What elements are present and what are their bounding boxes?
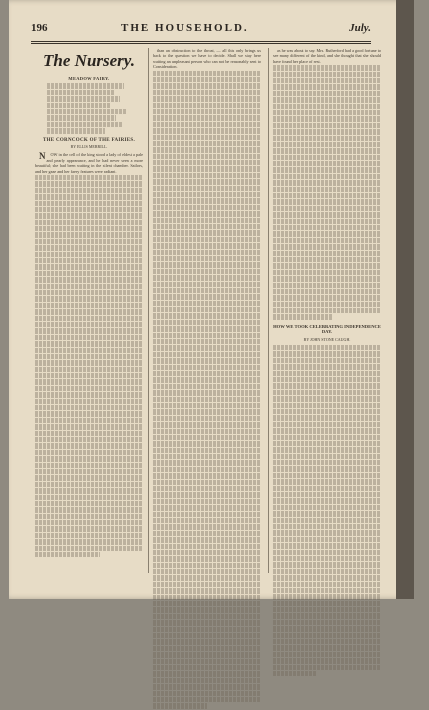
column-left	[35, 48, 143, 558]
story-title: THE CORNCOCK OF THE FAIRIES.	[42, 137, 136, 143]
page	[9, 0, 414, 599]
poem-body	[47, 83, 143, 133]
magazine-title: THE HOUSEHOLD.	[121, 22, 249, 34]
page-number: 196	[31, 22, 48, 34]
column-middle	[153, 48, 261, 710]
section-heading: HOW WE TOOK CELEBRATING INDEPENDENCE DAY.	[273, 323, 381, 335]
section-title: The Nursery.	[43, 51, 135, 70]
right-paragraph: as he was about to say. Mrs. Rutherford had a good fortune to see many different of the kind, and she thought that she should have found her place of rest.	[273, 48, 381, 64]
running-header	[31, 22, 371, 40]
poem-title: MEADOW FAIRY.	[68, 76, 110, 81]
column-right	[273, 48, 381, 677]
book-binding	[396, 0, 414, 599]
story-author: BY ELLIS MERRILL.	[70, 143, 108, 149]
section-author: BY JOHN STONE CAUGH.	[303, 336, 351, 342]
issue-month: July.	[349, 22, 371, 34]
header-rule	[31, 41, 371, 42]
header-rule-thin	[31, 43, 371, 44]
middle-paragraph: than an obstruction to the throat, — all this only brings us back to the question we have to decide. Shall we stay here waiting an unpleasant person who can not be reasonably sent to Consideration.	[153, 48, 261, 70]
story-paragraph: N OW in the cell of the king stood a lady of eldest a pale and pearly appearance, and he had never seen a more beautiful; she had been waiting in the silent chamber. Sailors, and her gaze and her faery features were radiant.	[35, 151, 143, 174]
column-divider	[148, 48, 149, 573]
column-divider	[268, 48, 269, 573]
